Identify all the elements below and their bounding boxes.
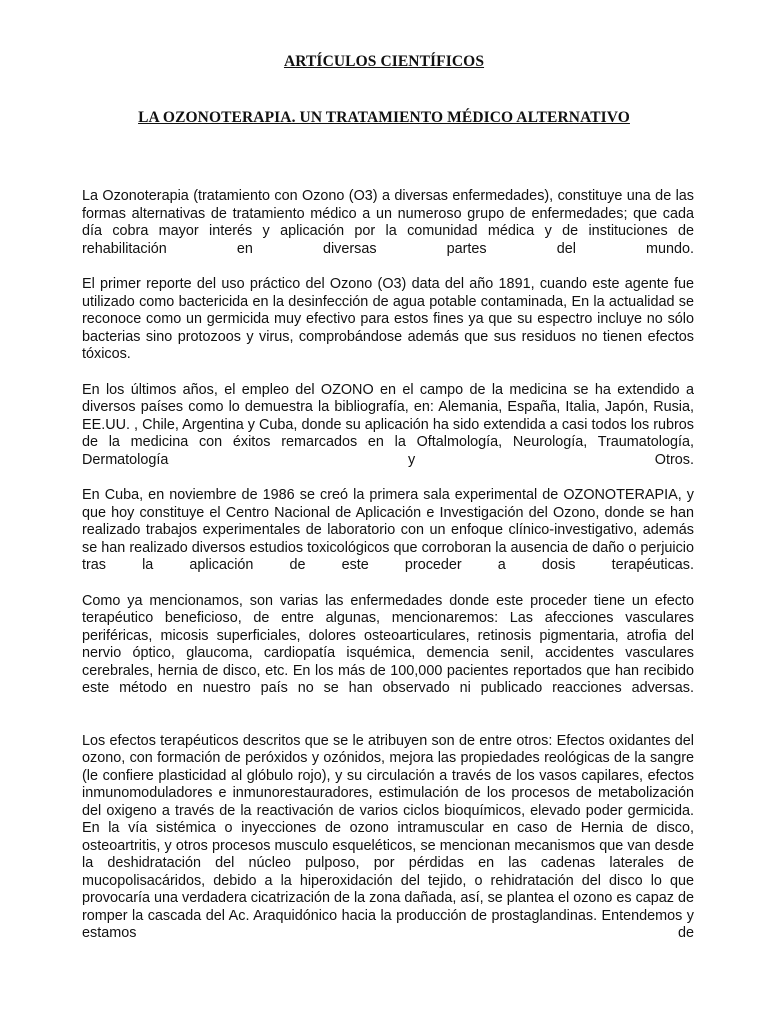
- article-title: LA OZONOTERAPIA. UN TRATAMIENTO MÉDICO ALTERNATIVO: [138, 109, 630, 126]
- paragraph-effects: Los efectos terapéuticos descritos que se le atribuyen son de entre otros: Efectos oxidantes del ozono, con formación de peróxidos y ozónidos, mejora las propiedades reológicas de la sangre (le confiere plasticidad al glóbulo rojo), y su circulación a través de los vasos capilares, efectos inmunomoduladores e inmunorestauradores, estimulación de los procesos de metabolización del oxigeno a través de la reactivación de varios ciclos bioquímicos, elevado poder germicida. En la vía sistémica o inyecciones de ozono intramuscular en caso de Hernia de disco, osteoartritis, y otros procesos musculo esqueléticos, se mencionan mecanismos que van desde la deshidratación del núcleo pulposo, por pérdidas en las cadenas laterales de mucopolisacáridos, debido a la hiperoxidación del tejido, o rehidratación del disco lo que provocaría una verdadera cicatrización de la zona dañada, así, se plantea el ozono es capaz de romper la cascada del Ac. Araquidónico hacia la producción de prostaglandinas. Entendemos y estamos de: [82, 732, 695, 941]
- article-body: [82, 188, 694, 943]
- paragraph-countries: En los últimos años, el empleo del OZONO en el campo de la medicina se ha extendido a diversos países como lo demuestra la bibliografía, en: Alemania, España, Italia, Japón, Rusia, EE.UU. , Chile, Argentina y Cuba, donde su aplicación ha sido extendida a casi todos los rubros de la medicina con éxitos remarcados en la Oftalmología, Neurología, Traumatología, Dermatología y Otros.: [82, 381, 694, 468]
- paragraph-history: El primer reporte del uso práctico del Ozono (O3) data del año 1891, cuando este agente fue utilizado como bactericida en la desinfección de agua potable contaminada, En la actualidad se reconoce como un germicida muy efectivo para estos fines ya que su espectro incluye no sólo bacterias sino protozoos y virus, comprobándose además que sus residuos no tienen efectos tóxicos.: [82, 276, 694, 362]
- paragraph-intro: La Ozonoterapia (tratamiento con Ozono (O3) a diversas enfermedades), constituye una de las formas alternativas de tratamiento médico a un numeroso grupo de enfermedades; que cada día cobra mayor interés y aplicación por la comunidad médica y de instituciones de rehabilitación en diversas partes del mundo.: [82, 188, 694, 257]
- paragraph-cuba: En Cuba, en noviembre de 1986 se creó la primera sala experimental de OZONOTERAPIA, y que hoy constituye el Centro Nacional de Aplicación e Investigación del Ozono, donde se han realizado trabajos experimentales de laboratorio con un enfoque clínico-investigativo, además se han realizado diversos estudios toxicológicos que corroboran la ausencia de daño o perjuicio tras la aplicación de este proceder a dosis terapéuticas.: [82, 487, 694, 573]
- section-title: ARTÍCULOS CIENTÍFICOS: [283, 53, 485, 70]
- paragraph-diseases: Como ya mencionamos, son varias las enfermedades donde este proceder tiene un efecto terapéutico beneficioso, de entre algunas, mencionaremos: Las afecciones vasculares periféricas, micosis superficiales, dolores osteoarticulares, retinosis pigmentaria, atrofia del nervio óptico, glaucoma, cardiopatía isquémica, demencia senil, accidentes vasculares cerebrales, hernia de disco, etc. En los más de 100,000 pacientes reportados que han recibido este método en nuestro país no se han observado ni publicado reacciones adversas.: [82, 592, 694, 696]
